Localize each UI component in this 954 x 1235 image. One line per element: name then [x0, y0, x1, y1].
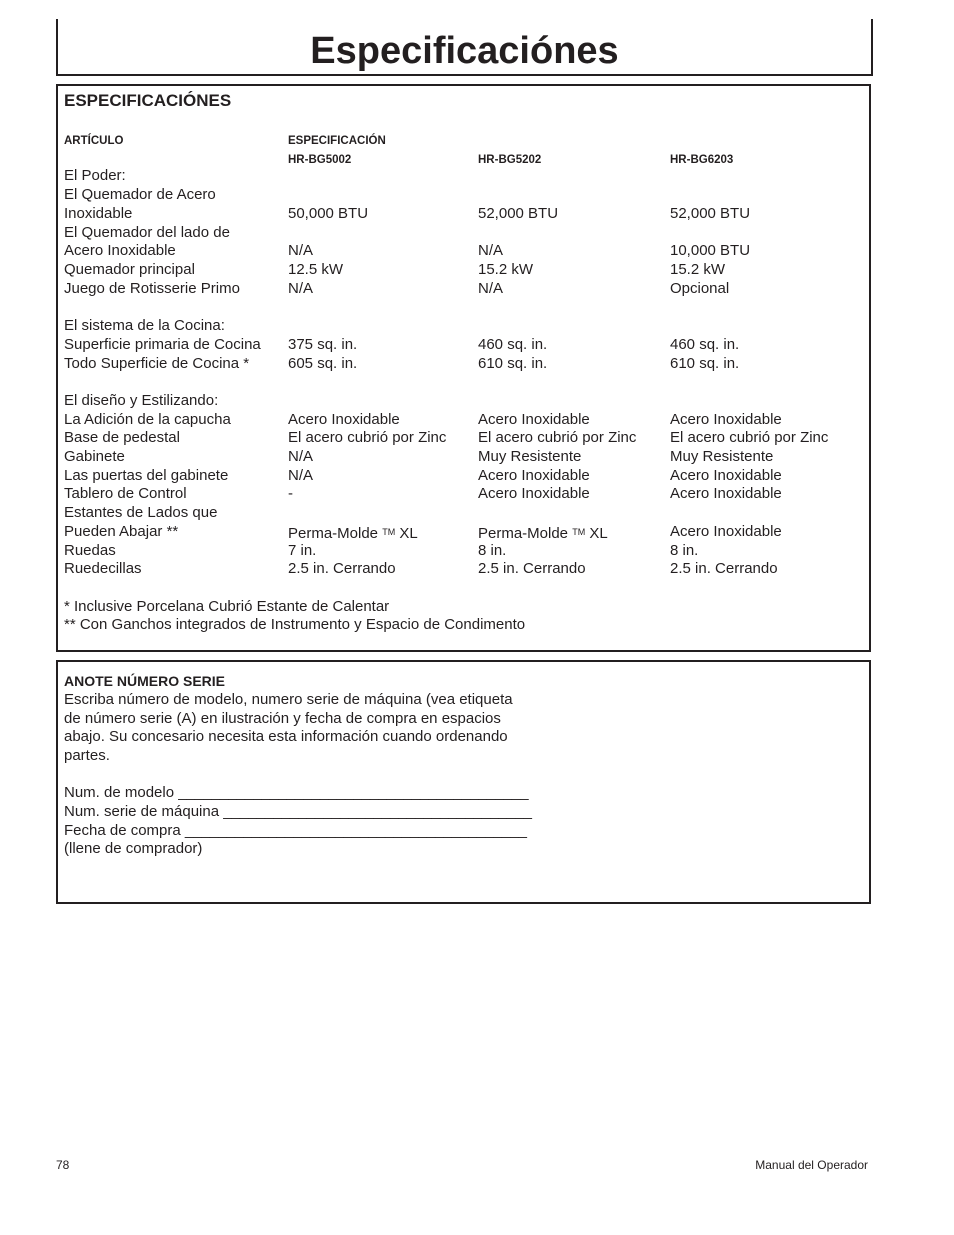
row-label: El sistema de la Cocina: — [64, 317, 225, 334]
row-label: El diseño y Estilizando: — [64, 392, 219, 409]
row-value: Acero Inoxidable — [670, 485, 782, 502]
row-value: 7 in. — [288, 542, 317, 559]
row-value: Acero Inoxidable — [478, 411, 590, 428]
row-label: Quemador principal — [64, 261, 195, 278]
row-value: 375 sq. in. — [288, 336, 358, 353]
row-label: El Quemador de Acero — [64, 186, 216, 203]
row-value: N/A — [478, 280, 504, 297]
row-value: 52,000 BTU — [478, 205, 559, 222]
model-header: HR-BG6203 — [670, 154, 734, 166]
trademark-mark: TM — [572, 527, 586, 537]
column-header-item: ARTÍCULO — [64, 135, 124, 147]
row-value: 12.5 kW — [288, 261, 344, 278]
column-header-spec: ESPECIFICACIÓN — [288, 135, 386, 147]
row-value: N/A — [288, 242, 314, 259]
page-title: Especificaciónes — [310, 30, 619, 72]
row-value: 50,000 BTU — [288, 205, 369, 222]
specifications-heading: ESPECIFICACIÓNES — [64, 91, 232, 110]
field-label: Fecha de compra — [64, 822, 181, 839]
row-label: Tablero de Control — [64, 485, 187, 502]
row-value: 605 sq. in. — [288, 355, 358, 372]
row-label: Ruedas — [64, 542, 116, 559]
serial-heading: ANOTE NÚMERO SERIE — [64, 673, 226, 689]
purchase-date-field[interactable] — [64, 822, 527, 840]
row-value: N/A — [288, 467, 314, 484]
row-label: Las puertas del gabinete — [64, 467, 229, 484]
row-value: Perma-Molde ™ XL — [478, 525, 608, 542]
instruction-line: partes. — [64, 747, 110, 764]
row-value: Acero Inoxidable — [478, 467, 590, 484]
row-label: Inoxidable — [64, 205, 133, 222]
blank-line[interactable]: __________________________________________ — [178, 784, 529, 801]
specifications-section — [56, 84, 871, 652]
manual-name: Manual del Operador — [755, 1158, 868, 1172]
blank-line[interactable]: _____________________________________ — [223, 803, 532, 820]
row-value: El acero cubrió por Zinc — [478, 429, 637, 446]
buyer-note: (llene de comprador) — [64, 840, 203, 857]
row-value: Perma-Molde ™ XL — [288, 525, 418, 542]
row-value: El acero cubrió por Zinc — [670, 429, 829, 446]
row-value: 15.2 kW — [670, 261, 726, 278]
serial-number-field[interactable] — [64, 803, 532, 821]
row-value: 52,000 BTU — [670, 205, 751, 222]
row-label: Gabinete — [64, 448, 125, 465]
instruction-line: abajo. Su concesario necesita esta información cuando ordenando — [64, 728, 508, 745]
row-value: 610 sq. in. — [478, 355, 548, 372]
row-label: El Poder: — [64, 167, 126, 184]
row-value: Acero Inoxidable — [478, 485, 590, 502]
row-value: 460 sq. in. — [478, 336, 548, 353]
row-value: N/A — [478, 242, 504, 259]
row-label: Base de pedestal — [64, 429, 180, 446]
row-value: El acero cubrió por Zinc — [288, 429, 447, 446]
blank-line[interactable]: _________________________________________ — [184, 822, 527, 839]
trademark-mark: TM — [382, 527, 396, 537]
row-label: Pueden Abajar ** — [64, 523, 179, 540]
row-value: Opcional — [670, 280, 730, 297]
row-value: 460 sq. in. — [670, 336, 740, 353]
instruction-line: Escriba número de modelo, numero serie de máquina (vea etiqueta — [64, 691, 513, 708]
serial-number-section — [56, 660, 871, 904]
row-label: Ruedecillas — [64, 560, 142, 577]
row-value: 610 sq. in. — [670, 355, 740, 372]
row-label: Juego de Rotisserie Primo — [64, 280, 240, 297]
row-value: N/A — [288, 280, 314, 297]
row-value: - — [288, 485, 293, 502]
row-value: 8 in. — [670, 542, 699, 559]
row-label: El Quemador del lado de — [64, 224, 230, 241]
footnote: ** Con Ganchos integrados de Instrumento y Espacio de Condimento — [64, 616, 526, 633]
row-label: Superficie primaria de Cocina — [64, 336, 261, 353]
row-label: Todo Superficie de Cocina * — [64, 355, 250, 372]
row-value: 8 in. — [478, 542, 507, 559]
row-value: Acero Inoxidable — [670, 467, 782, 484]
footnote: * Inclusive Porcelana Cubrió Estante de Calentar — [64, 598, 390, 615]
field-label: Num. de modelo — [64, 784, 175, 801]
model-header: HR-BG5202 — [478, 154, 542, 166]
row-value: Acero Inoxidable — [670, 411, 782, 428]
row-value: 2.5 in. Cerrando — [478, 560, 586, 577]
row-label: La Adición de la capucha — [64, 411, 231, 428]
title-frame — [56, 19, 873, 76]
row-value: Muy Resistente — [670, 448, 774, 465]
model-header: HR-BG5002 — [288, 154, 352, 166]
page-number: 78 — [56, 1158, 70, 1172]
row-label: Acero Inoxidable — [64, 242, 176, 259]
row-value: 2.5 in. Cerrando — [288, 560, 396, 577]
model-number-field[interactable] — [64, 784, 529, 802]
field-label: Num. serie de máquina — [64, 803, 220, 820]
row-value: Acero Inoxidable — [288, 411, 400, 428]
row-value: 2.5 in. Cerrando — [670, 560, 778, 577]
row-value: N/A — [288, 448, 314, 465]
instruction-line: de número serie (A) en ilustración y fecha de compra en espacios — [64, 710, 501, 727]
row-value: Acero Inoxidable — [670, 523, 782, 540]
row-value: Muy Resistente — [478, 448, 582, 465]
row-label: Estantes de Lados que — [64, 504, 218, 521]
row-value: 15.2 kW — [478, 261, 534, 278]
row-value: 10,000 BTU — [670, 242, 751, 259]
